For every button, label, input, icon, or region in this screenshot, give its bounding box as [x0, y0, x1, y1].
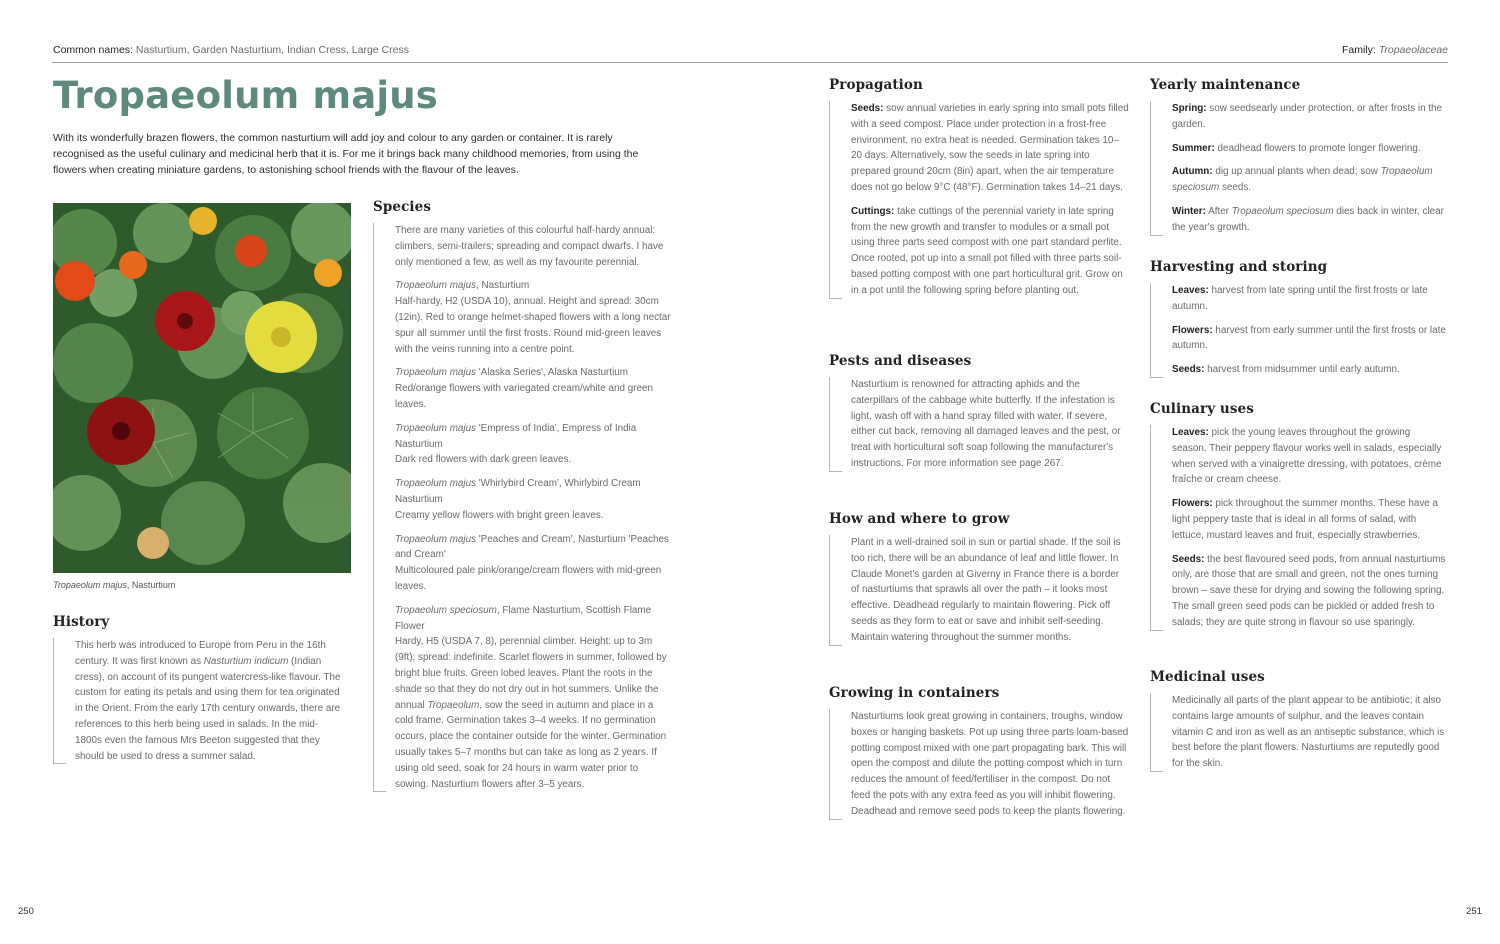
propagation-cuttings: Cuttings: take cuttings of the perennial variety in late spring from the new growth and transfer to modules or a small pot using three parts seed compost with one part standard perlite. Once rooted, pot up into a small pot filled with three parts soil-based potting compost with one part horticultural grit. Grow on in a pot until the following spring before planting out.: [851, 205, 1123, 296]
page-title: Tropaeolum majus: [53, 74, 439, 117]
harvesting-flowers: Flowers: harvest from early summer until the first frosts or late autumn.: [1172, 324, 1446, 352]
species-entry: Tropaeolum majus 'Whirlybird Cream', Whirlybird Cream Nasturtium Creamy yellow flowers with bright green leaves.: [395, 478, 641, 521]
history-heading: History: [53, 614, 110, 630]
yearly-section: [1150, 77, 1446, 236]
yearly-autumn: Autumn: dig up annual plants when dead; sow Tropaeolum speciosum seeds.: [1172, 166, 1433, 194]
history-body: [53, 638, 343, 764]
how-heading: How and where to grow: [829, 511, 1010, 527]
harvesting-body: [1150, 283, 1446, 378]
species-section: [373, 199, 673, 792]
family: [1342, 44, 1448, 56]
harvesting-heading: Harvesting and storing: [1150, 259, 1328, 275]
family-value: Tropaeolaceae: [1378, 44, 1448, 56]
propagation-section: [829, 77, 1129, 299]
yearly-summer: Summer: deadhead flowers to promote longer flowering.: [1172, 142, 1421, 154]
common-names: [53, 44, 409, 56]
species-heading: Species: [373, 199, 432, 215]
pests-section: [829, 353, 1129, 472]
propagation-heading: Propagation: [829, 77, 923, 93]
page-number-right: 251: [1466, 906, 1482, 917]
species-body: [373, 223, 673, 792]
caption-common: , Nasturtium: [126, 580, 176, 590]
harvesting-section: [1150, 259, 1446, 378]
species-intro: There are many varieties of this colourful half-hardy annual: climbers, semi-trailers; spreading and compact dwarfs. I have only mentioned a few, as well as my favourite perennial.: [395, 225, 664, 268]
containers-text: Nasturtiums look great growing in containers, troughs, window boxes or hanging baskets. Pot up using three parts loam-based potting compost mixed with one part propagating bark. This will open the compost and dilute the potting compost which in turn reduces the amount of feed/fertiliser in the compost. Do not feed the pots with any extra feed as you will inhibit flowering. Deadhead and remove seed pods to keep the plants flowering.: [851, 711, 1129, 817]
photo-caption: [53, 580, 175, 590]
page-number-left: 250: [18, 906, 34, 917]
species-entry: Tropaeolum majus, Nasturtium Half-hardy, H2 (USDA 10), annual. Height and spread: 30cm (12in). Red to orange helmet-shaped flowers with a long nectar spur all summer until the first frosts. Round mid-green leaves with the veins running into a centre point.: [395, 280, 671, 355]
history-text: This herb was introduced to Europe from Peru in the 16th century. It was first known as Nasturtium indicum (Indian cress), on account of its pungent watercress-like flavour. The custom for eating its petals and using them for tea originated in the Orient. From the early 17th century onwards, there are references to this herb being used in salads. In the mid-1800s even the famous Mrs Beeton suggested that they should be used to dress a summer salad.: [75, 640, 341, 762]
caption-species: Tropaeolum majus: [53, 580, 127, 590]
how-section: [829, 511, 1129, 646]
harvesting-seeds: Seeds: harvest from midsummer until early autumn.: [1172, 364, 1400, 376]
culinary-seeds: Seeds: the best flavoured seed pods, from annual nasturtiums only, are those that are small and green, not the ones turning brown – save these for drying and sowing the following spring. The small green seed pods can be pickled or added fresh to salads; they are quite strong in flavour so use sparingly.: [1172, 553, 1446, 628]
common-names-label: Common names:: [53, 44, 133, 56]
propagation-seeds: Seeds: sow annual varieties in early spring into small pots filled with a seed compost. Place under protection in a frost-free environment, no extra heat is needed. Germination takes 10–20 days. Alternatively, sow the seeds in late spring into prepared ground 20cm (8in) apart, when the air temperature does not go below 9°C (48°F). Germination takes 14–21 days.: [851, 103, 1129, 193]
yearly-body: [1150, 101, 1446, 236]
history-section: [53, 614, 343, 764]
pests-text: Nasturtium is renowned for attracting aphids and the caterpillars of the cabbage white butterfly. If the infestation is light, wash off with a hand spray filled with water. If severe, either cut back, removing all damaged leaves and the pest, or treat with horticultural soft soap following the manufacturer's instructions. For more information see page 267.: [851, 379, 1121, 469]
common-names-value: Nasturtium, Garden Nasturtium, Indian Cress, Large Cress: [135, 44, 409, 56]
propagation-body: [829, 101, 1129, 299]
containers-heading: Growing in containers: [829, 685, 1000, 701]
yearly-winter: Winter: After Tropaeolum speciosum dies back in winter, clear the year's growth.: [1172, 205, 1444, 233]
culinary-body: [1150, 425, 1446, 631]
culinary-leaves: Leaves: pick the young leaves throughout the growing season. Their peppery flavour works well in salads, especially when served with a vinaigrette dressing, with potatoes, crème fraîche or cream cheese.: [1172, 427, 1442, 486]
species-entry: Tropaeolum majus 'Alaska Series', Alaska Nasturtium Red/orange flowers with variegated cream/white and green leaves.: [395, 367, 653, 410]
medicinal-section: [1150, 669, 1446, 772]
nasturtium-photo: [53, 203, 351, 573]
harvesting-leaves: Leaves: harvest from late spring until the first frosts or late autumn.: [1172, 285, 1428, 312]
containers-body: [829, 709, 1129, 820]
header-rule: [52, 62, 1448, 63]
culinary-section: [1150, 401, 1446, 631]
culinary-heading: Culinary uses: [1150, 401, 1254, 417]
species-entry: Tropaeolum majus 'Peaches and Cream', Nasturtium 'Peaches and Cream' Multicoloured pale pink/orange/cream flowers with mid-green leaves.: [395, 533, 669, 592]
culinary-flowers: Flowers: pick throughout the summer months. These have a light peppery taste that is ideal in all forms of salad, with lettuce, mustard leaves and fruit, especially strawberries.: [1172, 498, 1439, 541]
species-entry: Tropaeolum speciosum, Flame Nasturtium, Scottish Flame Flower Hardy, H5 (USDA 7, 8), perennial climber. Height: up to 3m (9ft); spread: indefinite. Scarlet flowers in summer, followed by bright blue fruits. Green lobed leaves. Plant the roots in the shade so that they do not dry out in hot summers. Unlike the annual Tropaeolum, sow the seed in autumn and place in a cold frame. Germination takes 3–4 weeks. If no germination occurs, place the container outside for the winter. Germination usually takes 5–7 months but can take as long as 2 years. If using old seed, soak for 24 hours in warm water prior to sowing. Nasturtium flowers after 3–5 years.: [395, 604, 667, 790]
medicinal-heading: Medicinal uses: [1150, 669, 1265, 685]
family-label: Family:: [1341, 44, 1376, 56]
containers-section: [829, 685, 1129, 820]
how-text: Plant in a well-drained soil in sun or partial shade. If the soil is too rich, there will be an abundance of leaf and little flower. In Claude Monet's garden at Giverny in France there is a border of nasturtiums that sprawls all over the path – it looks most effective. Deadhead regularly to maintain flowering. Pick off seeds as they form to eat or save and inhibit self-seeding. Maintain watering throughout the summer months.: [851, 537, 1121, 643]
medicinal-text: Medicinally all parts of the plant appear to be antibiotic; it also contains large amounts of sulphur, and the leaves contain vitamin C and iron as well as an antiseptic substance, which is best before the plant flowers. Nasturtiums are reputedly good for the skin.: [1172, 695, 1445, 770]
yearly-heading: Yearly maintenance: [1150, 77, 1301, 93]
medicinal-body: [1150, 693, 1446, 772]
intro-paragraph: With its wonderfully brazen flowers, the common nasturtium will add joy and colour to any garden or container. It is rarely recognised as the useful culinary and medicinal herb that it is. For me it brings back many childhood memories, from using the flowers when creating miniature gardens, to astonishing school friends with the flavour of the leaves.: [53, 132, 639, 176]
yearly-spring: Spring: sow seedsearly under protection, or after frosts in the garden.: [1172, 103, 1443, 130]
species-entry: Tropaeolum majus 'Empress of India', Empress of India Nasturtium Dark red flowers with dark green leaves.: [395, 422, 637, 466]
pests-heading: Pests and diseases: [829, 353, 972, 369]
pests-body: [829, 377, 1129, 472]
how-body: [829, 535, 1129, 646]
